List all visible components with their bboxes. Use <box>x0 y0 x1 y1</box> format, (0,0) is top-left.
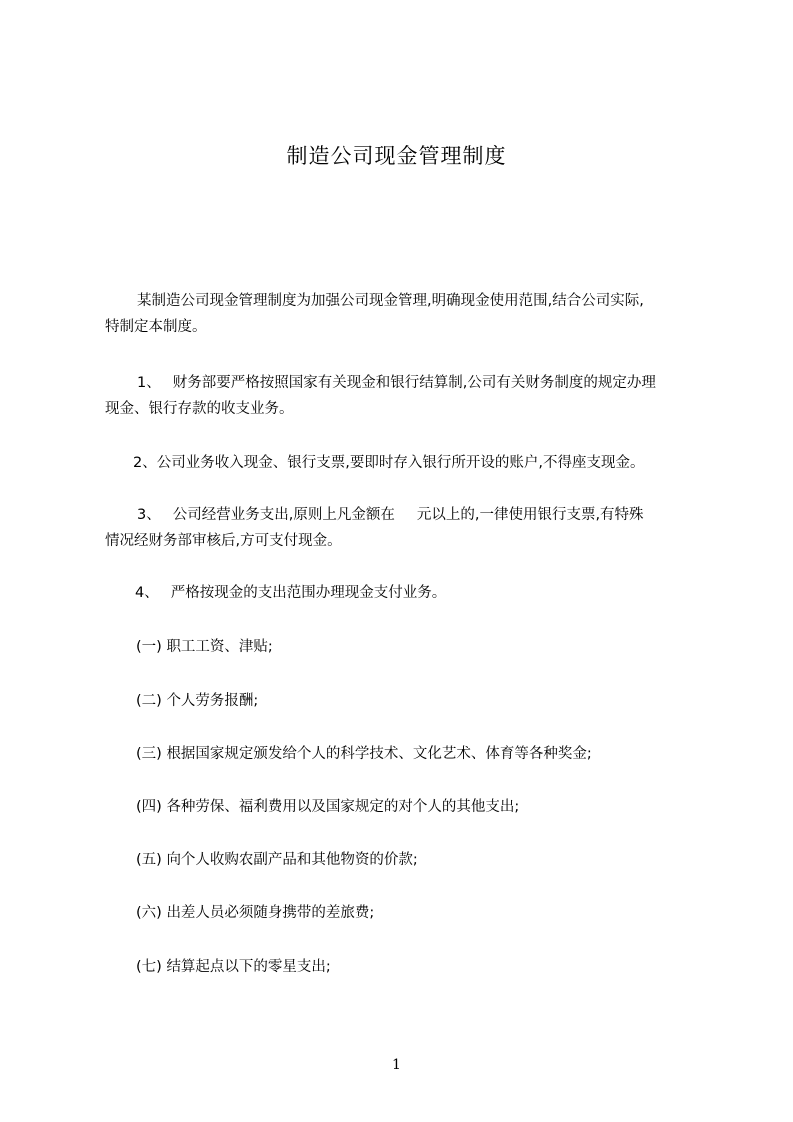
rule-1-text-1: 财务部要严格按照国家有关现金和银行结算制,公司有关财务制度的规定办理 <box>172 375 656 391</box>
rule-4-paragraph <box>105 580 725 606</box>
intro-paragraph <box>105 288 725 340</box>
list-item-text: 根据国家规定颁发给个人的科学技术、文化艺术、体育等各种奖金; <box>166 746 592 762</box>
list-item-label: (二) <box>136 693 162 709</box>
rule-1-line-1 <box>105 370 725 396</box>
list-item-label: (六) <box>136 905 162 921</box>
rule-1-number: 1、 <box>137 375 161 391</box>
list-item <box>136 688 258 714</box>
rule-3-text-1b: 元以上的,一律使用银行支票,有特殊 <box>416 507 644 523</box>
rule-2-text-1: 公司业务收入现金、银行支票,要即时存入银行所开设的账户,不得座支现金。 <box>156 455 645 471</box>
list-item <box>136 741 592 767</box>
page-title: 制造公司现金管理制度 <box>286 144 507 168</box>
list-item <box>136 900 374 926</box>
list-item-text: 结算起点以下的零星支出; <box>166 959 331 975</box>
rule-4-text-1: 严格按现金的支出范围办理现金支付业务。 <box>170 585 447 601</box>
rule-3-line-2: 情况经财务部审核后,方可支付现金。 <box>105 533 342 549</box>
rule-2-paragraph <box>105 450 725 476</box>
list-item-text: 向个人收购农副产品和其他物资的价款; <box>166 852 418 868</box>
intro-line-2: 特制定本制度。 <box>105 319 207 335</box>
list-item-label: (五) <box>136 852 162 868</box>
rule-2-number: 2、 <box>133 455 157 471</box>
rule-3-number: 3、 <box>137 507 161 523</box>
rule-3-line-1 <box>105 502 725 528</box>
rule-4-number: 4、 <box>135 585 159 601</box>
list-item <box>136 634 273 660</box>
rule-3-text-1a: 公司经营业务支出,原则上凡金额在 <box>172 507 395 523</box>
list-item-text: 个人劳务报酬; <box>166 693 259 709</box>
rule-1-paragraph <box>105 370 725 422</box>
list-item-text: 出差人员必须随身携带的差旅费; <box>166 905 375 921</box>
rule-1-line-2: 现金、银行存款的收支业务。 <box>105 401 294 417</box>
list-item <box>136 847 418 873</box>
list-item-text: 职工工资、津贴; <box>166 639 273 655</box>
list-item-label: (七) <box>136 959 162 975</box>
list-item-text: 各种劳保、福利费用以及国家规定的对个人的其他支出; <box>166 799 520 815</box>
page-number: 1 <box>392 1057 401 1073</box>
list-item <box>136 954 331 980</box>
intro-line-1: 某制造公司现金管理制度为加强公司现金管理,明确现金使用范围,结合公司实际, <box>137 293 644 309</box>
list-item-label: (一) <box>136 639 162 655</box>
list-item-label: (三) <box>136 746 162 762</box>
rule-2-line-1 <box>105 450 725 476</box>
list-item <box>136 794 519 820</box>
list-item-label: (四) <box>136 799 162 815</box>
rule-3-paragraph <box>105 502 725 554</box>
rule-4-line-1 <box>105 580 725 606</box>
